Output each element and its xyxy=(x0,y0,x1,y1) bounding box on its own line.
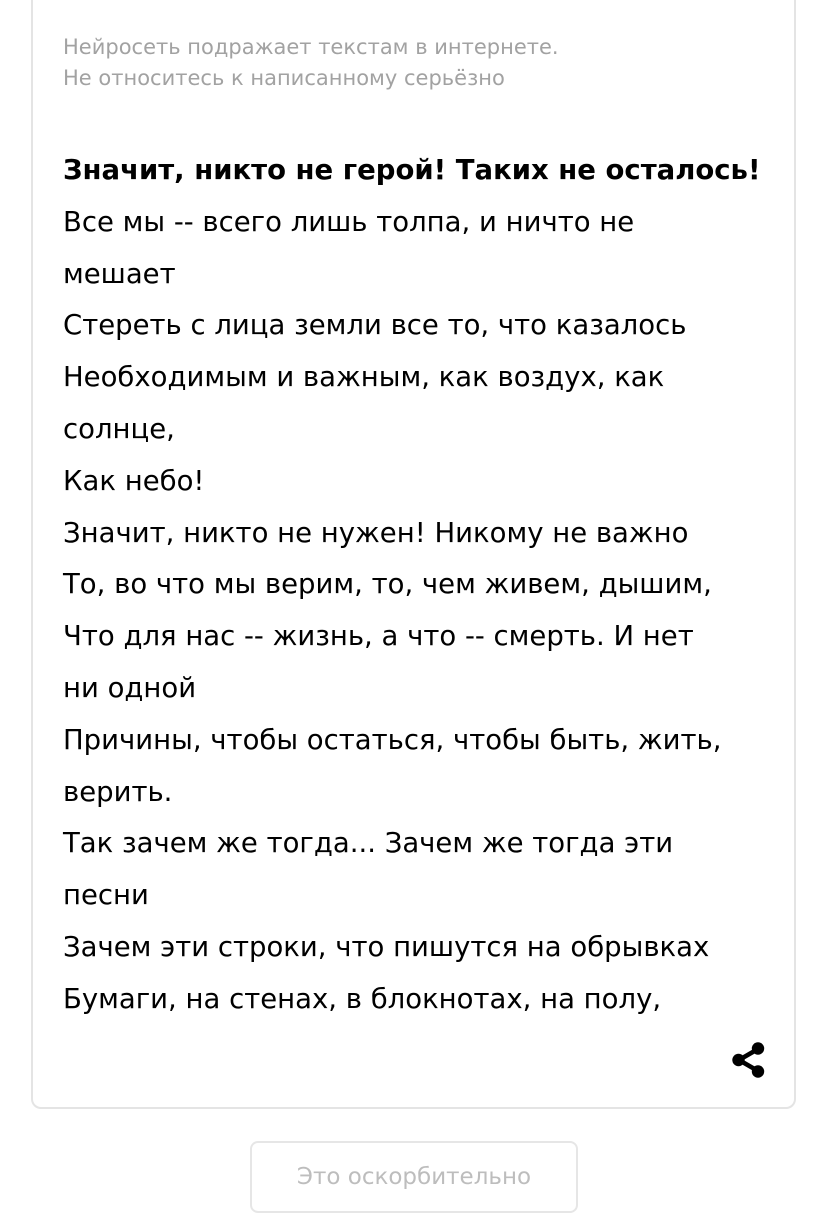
poem-line: Зачем эти строки, что пишутся на обрывках xyxy=(63,930,710,963)
disclaimer-line-2: Не относитесь к написанному серьёзно xyxy=(63,66,505,90)
poem-line: Так зачем же тогда... Зачем же тогда эти xyxy=(63,827,674,860)
disclaimer xyxy=(63,32,763,94)
poem-text xyxy=(63,145,773,1026)
poem-line: верить. xyxy=(63,775,173,808)
poem-line: солнце, xyxy=(63,412,175,445)
poem-line: Бумаги, на стенах, в блокнотах, на полу, xyxy=(63,982,662,1015)
poem-line: Причины, чтобы остаться, чтобы быть, жить, xyxy=(63,723,722,756)
poem-line: Что для нас -- жизнь, а что -- смерть. И нет xyxy=(63,620,694,653)
poem-line: Необходимым и важным, как воздух, как xyxy=(63,361,665,394)
share-icon xyxy=(729,1040,769,1080)
poem-line: ни одной xyxy=(63,671,197,704)
poem-line: То, во что мы верим, то, чем живем, дышим, xyxy=(63,568,712,601)
poem-line: Как небо! xyxy=(63,464,205,497)
poem-line: Значит, никто не нужен! Никому не важно xyxy=(63,516,689,549)
share-button[interactable] xyxy=(729,1040,769,1080)
poem-line: Значит, никто не герой! Таких не осталось! xyxy=(63,154,761,186)
poem-line: мешает xyxy=(63,257,176,290)
generated-text-card xyxy=(31,0,796,1109)
disclaimer-line-1: Нейросеть подражает текстам в интернете. xyxy=(63,35,559,59)
poem-line: Все мы -- всего лишь толпа, и ничто не xyxy=(63,205,635,238)
poem-line: песни xyxy=(63,879,149,912)
poem-line: Стереть с лица земли все то, что казалось xyxy=(63,309,687,342)
report-offensive-button[interactable]: Это оскорбительно xyxy=(250,1141,578,1213)
